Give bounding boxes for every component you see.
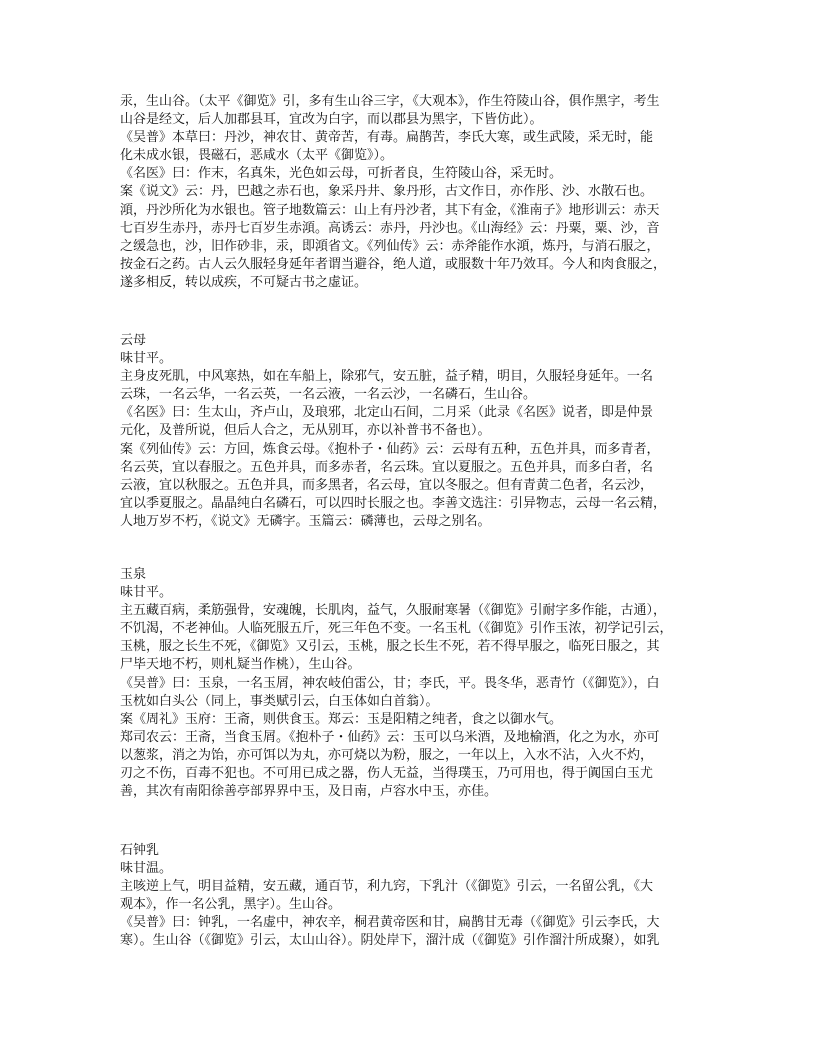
text-line: 不饥渴，不老神仙。人临死服五斤，死三年色不变。一名玉札（《御览》引作玉浓，初学记引云， bbox=[120, 621, 673, 637]
text-line: 七百岁生赤丹，赤丹七百岁生赤澒。高诱云：赤丹，丹沙也。《山海经》云：丹粟，粟、沙，音 bbox=[120, 220, 660, 236]
text-line: 主身皮死肌，中风寒热，如在车船上，除邪气，安五脏，益子精，明目，久服轻身延年。一名 bbox=[120, 369, 654, 385]
text-line: 澒，丹沙所化为水银也。管子地数篇云：山上有丹沙者，其下有金，《淮南子》地形训云：赤天 bbox=[120, 202, 660, 218]
text-line: 味甘温。 bbox=[120, 861, 173, 877]
text-line: 云母 bbox=[120, 333, 147, 348]
text-line: 以葱浆，消之为饴，亦可饵以为丸，亦可烧以为粉，服之，一年以上，入水不沾，入火不灼， bbox=[120, 747, 654, 763]
section-dansha-continued bbox=[120, 93, 700, 292]
text-line: 观本》，作一名公乳，黑字）。生山谷。 bbox=[120, 897, 342, 913]
text-line: 味甘平。 bbox=[120, 351, 173, 367]
text-line: 主五藏百病，柔筋强骨，安魂魄，长肌肉，益气，久服耐寒暑（《御览》引耐字多作能，古通）， bbox=[120, 603, 667, 619]
section-yuquan bbox=[120, 566, 700, 801]
text-line: 案《说文》云：丹，巴越之赤石也，象采丹井、象丹形，古文作日，亦作彤、沙、水散石也。 bbox=[120, 184, 654, 200]
text-line: 味甘平。 bbox=[120, 585, 173, 601]
section-shizhongru bbox=[120, 842, 700, 951]
text-line: 人地万岁不朽，《说文》无磷字。玉篇云：磷薄也，云母之别名。 bbox=[120, 513, 491, 529]
text-line: 郑司农云：王斋，当食玉屑。《抱朴子・仙药》云：玉可以乌米酒，及地榆酒，化之为水，亦可 bbox=[120, 729, 660, 745]
text-line: 名云英，宜以春服之。五色并具，而多赤者，名云珠。宜以夏服之。五色并具，而多白者，名 bbox=[120, 459, 654, 475]
text-line: 《名医》曰：作末，名真朱，光色如云母，可折者良，生符陵山谷，采无时。 bbox=[120, 166, 563, 182]
text-line: 按金石之药。古人云久服轻身延年者谓当避谷，绝人道，或服数十年乃效耳。今人和肉食服之， bbox=[120, 256, 667, 272]
text-line: 案《周礼》玉府：王斋，则供食玉。郑云：玉是阳精之纯者，食之以御水气。 bbox=[120, 711, 563, 727]
text-line: 主咳逆上气，明目益精，安五藏，通百节，利九窍，下乳汁（《御览》引云，一名留公乳，《大 bbox=[120, 879, 654, 895]
text-line: 寒）。生山谷（《御览》引云，太山山谷）。阴处岸下，溜汁成（《御览》引作溜汁所成聚），如乳 bbox=[120, 933, 660, 949]
text-line: 山谷是经文，后人加郡县耳，宜改为白字，而以郡县为黑字，下皆仿此）。 bbox=[120, 112, 543, 128]
text-line: 玉桃，服之长生不死，《御览》又引云，玉桃，服之长生不死，若不得早服之，临死日服之，其 bbox=[120, 639, 660, 655]
text-line: 宜以季夏服之。晶晶纯白名磷石，可以四时长服之也。李善文选注：引异物志，云母一名云精， bbox=[120, 495, 667, 511]
text-line: 汞，生山谷。（太平《御览》引，多有生山谷三字，《大观本》，作生符陵山谷，俱作黑字，考生 bbox=[120, 94, 660, 109]
text-line: 《吴普》曰：玉泉，一名玉屑，神农岐伯雷公，甘；李氏，平。畏冬华，恶青竹（《御览》），白 bbox=[120, 675, 660, 691]
text-line: 玉枕如白头公（同上，事类赋引云，白玉体如白首翁）。 bbox=[120, 693, 439, 709]
text-line: 遂多相反，转以成疾，不可疑古书之虚证。 bbox=[120, 274, 368, 290]
text-line: 云珠，一名云华，一名云英，一名云液，一名云沙，一名磷石，生山谷。 bbox=[120, 387, 537, 403]
text-line: 《吴普》曰：钟乳，一名虚中，神农辛，桐君黄帝医和甘，扁鹊甘无毒（《御览》引云李氏，大 bbox=[120, 915, 660, 931]
text-line: 云液，宜以秋服之。五色并具，而多黑者，名云母，宜以冬服之。但有青黄二色者，名云沙， bbox=[120, 477, 654, 493]
text-line: 玉泉 bbox=[120, 567, 147, 582]
text-line: 案《列仙传》云：方回，炼食云母。《抱朴子・仙药》云：云母有五种，五色并具，而多青者， bbox=[120, 441, 660, 457]
text-line: 《名医》曰：生太山，齐卢山，及琅邪，北定山石间，二月采（此录《名医》说者，即是仲景 bbox=[120, 405, 654, 421]
text-line: 之缓急也，沙，旧作砂非，汞，即澒省文。《列仙传》云：赤斧能作水澒，炼丹，与消石服之， bbox=[120, 238, 660, 254]
text-line: 尸毕天地不朽，则札疑当作桃），生山谷。 bbox=[120, 657, 361, 673]
text-line: 化未成水银，畏磁石，恶咸水（太平《御览》）。 bbox=[120, 148, 394, 164]
text-line: 《吴普》本草曰：丹沙，神农甘、黄帝苦，有毒。扁鹊苦，李氏大寒，或生武陵，采无时，能 bbox=[120, 130, 654, 146]
section-yunmu bbox=[120, 332, 700, 531]
text-line: 石钟乳 bbox=[120, 843, 160, 858]
text-line: 元化，及普所说，但后人合之，无从别耳，亦以补普书不备也）。 bbox=[120, 423, 491, 439]
text-line: 刃之不伤，百毒不犯也。不可用已成之器，伤人无益，当得璞玉，乃可用也，得于阗国白玉尤 bbox=[120, 766, 654, 782]
text-line: 善，其次有南阳徐善亭部界界中玉，及日南，卢容水中玉，亦佳。 bbox=[120, 784, 498, 800]
